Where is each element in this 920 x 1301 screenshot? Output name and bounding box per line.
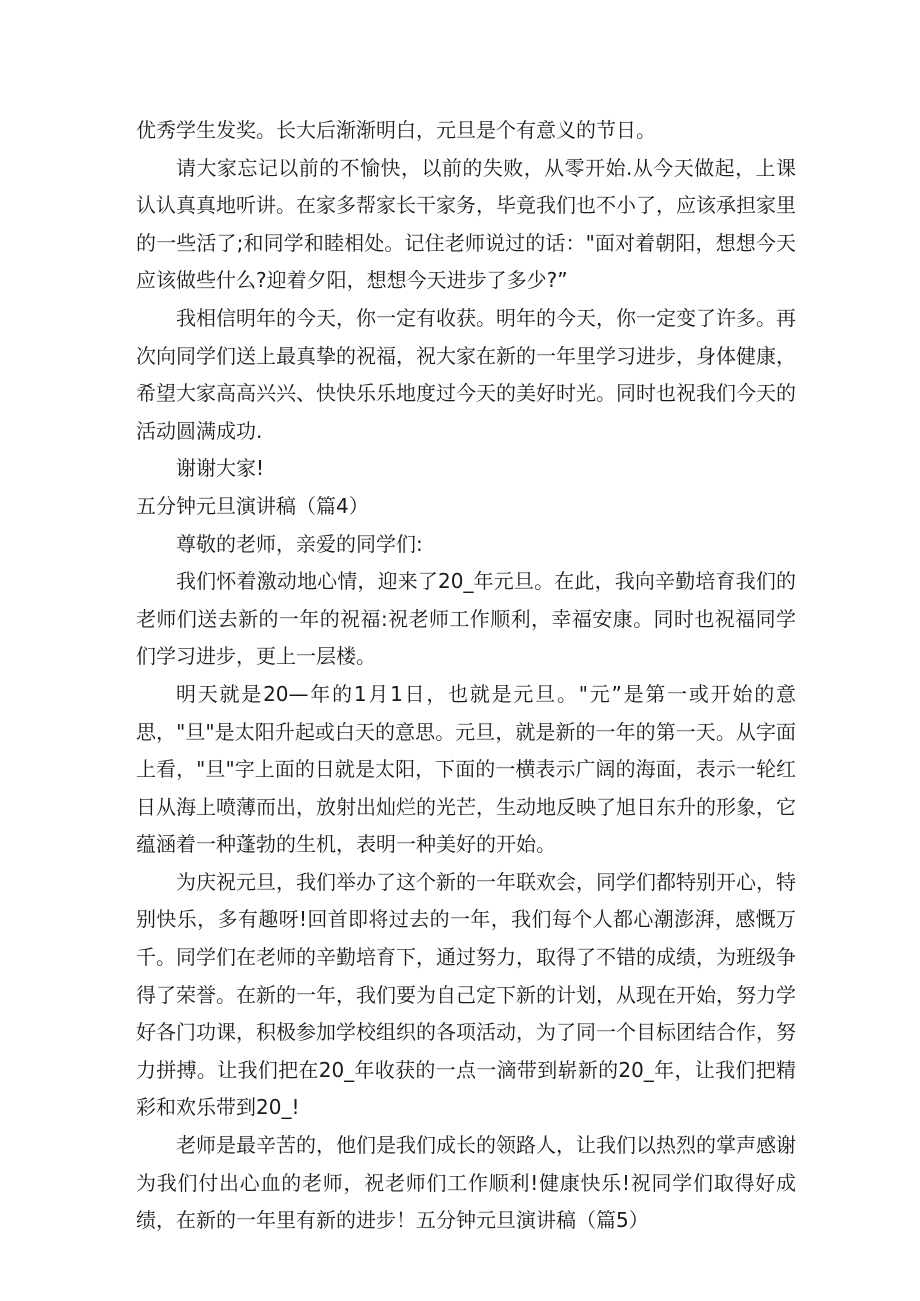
document-body — [136, 112, 796, 1240]
paragraph-3: 我相信明年的今天，你一定有收获。明年的今天，你一定变了许多。再次向同学们送上最真挚的祝福，祝大家在新的一年里学习进步，身体健康，希望大家高高兴兴、快快乐乐地度过今天的美好时光。同时也祝我们今天的活动圆满成功. — [136, 305, 796, 443]
paragraph-8: 为庆祝元旦，我们举办了这个新的一年联欢会，同学们都特别开心，特别快乐，多有趣呀!回首即将过去的一年，我们每个人都心潮澎湃，感慨万千。同学们在老师的辛勤培育下，通过努力，取得了不错的成绩，为班级争得了荣誉。在新的一年，我们要为自己定下新的计划，从现在开始，努力学好各门功课，积极参加学校组织的各项活动，为了同一个目标团结合作，努力拼搏。让我们把在20_年收获的一点一滴带到崭新的20_年，让我们把精彩和欢乐带到20_! — [136, 869, 796, 1120]
paragraph-6: 我们怀着激动地心情，迎来了20_年元旦。在此，我向辛勤培育我们的老师们送去新的一年的祝福:祝老师工作顺利，幸福安康。同时也祝福同学们学习进步，更上一层楼。 — [136, 569, 796, 669]
paragraph-salutation: 尊敬的老师，亲爱的同学们: — [176, 531, 423, 556]
paragraph-4: 谢谢大家! — [176, 456, 265, 481]
section-heading-4: 五分钟元旦演讲稿（篇4） — [136, 493, 369, 518]
paragraph-1: 优秀学生发奖。长大后渐渐明白，元旦是个有意义的节日。 — [136, 118, 656, 142]
paragraph-2: 请大家忘记以前的不愉快，以前的失败，从零开始.从今天做起，上课认认真真地听讲。在家多帮家长干家务，毕竟我们也不小了，应该承担家里的一些活了;和同学和睦相处。记住老师说过的话："面对着朝阳，想想今天应该做些什么?迎着夕阳，想想今天进步了多少?” — [136, 155, 796, 293]
paragraph-9: 老师是最辛苦的，他们是我们成长的领路人，让我们以热烈的掌声感谢为我们付出心血的老师，祝老师们工作顺利!健康快乐!祝同学们取得好成绩，在新的一年里有新的进步！五分钟元旦演讲稿（篇5） — [136, 1133, 796, 1233]
paragraph-7: 明天就是20—年的1月1日，也就是元旦。"元”是第一或开始的意思，"旦"是太阳升起或白天的意思。元旦，就是新的一年的第一天。从字面上看，"旦"字上面的日就是太阳，下面的一横表示广阔的海面，表示一轮红日从海上喷薄而出，放射出灿烂的光芒，生动地反映了旭日东升的形象，它蕴涵着一种蓬勃的生机，表明一种美好的开始。 — [136, 681, 796, 857]
